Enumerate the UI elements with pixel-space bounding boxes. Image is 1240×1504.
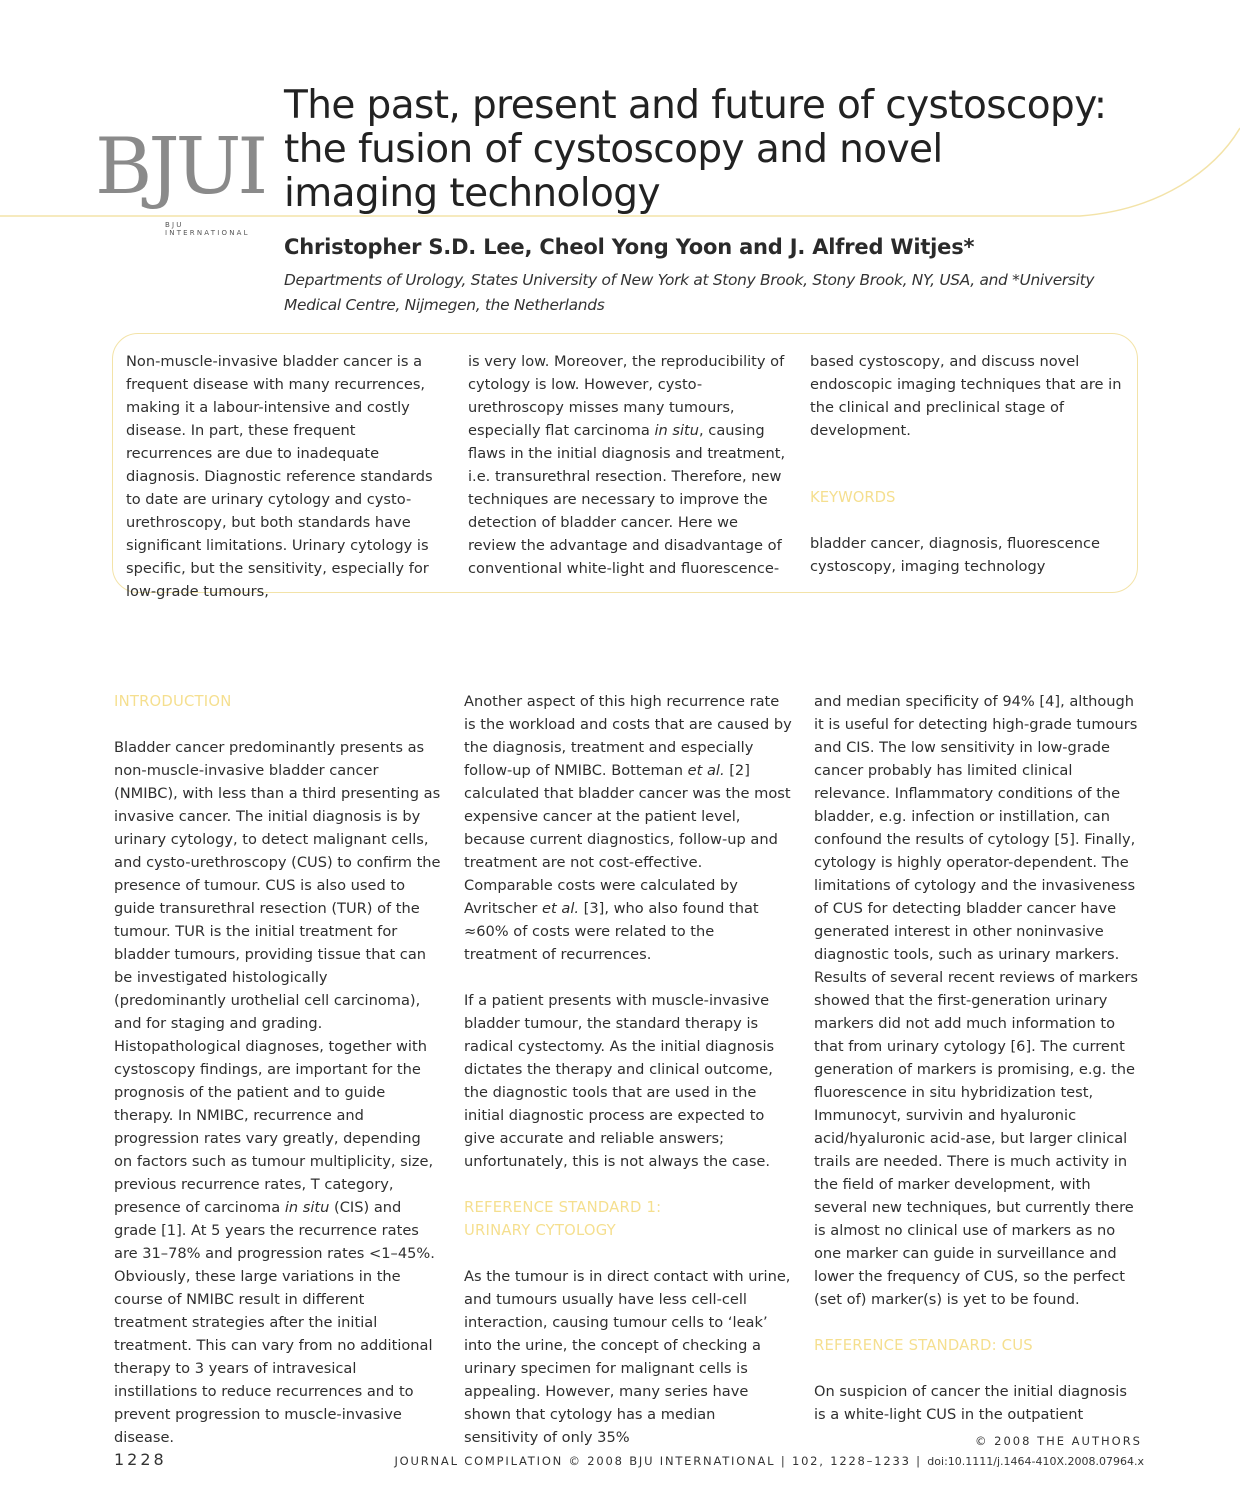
section-heading-urinary-cytology: REFERENCE STANDARD 1: URINARY CYTOLOGY: [464, 1199, 662, 1239]
body-column-1: [114, 690, 442, 1449]
abstract-column-1: [126, 350, 446, 603]
paragraph: Bladder cancer predominantly presents as non-muscle-invasive bladder cancer (NMIBC), with less than a third presenting as invasive cancer. The initial diagnosis is by urinary cytology, to detect malignant cells, and cysto-urethroscopy (CUS) to confirm the presence of tumour. CUS is also used to guide transurethral resection (TUR) of the tumour. TUR is the initial treatment for bladder tumours, providing tissue that can be investigated histologically (predominantly urothelial cell carcinoma), and for staging and grading. Histopathological diagnoses, together with cystoscopy findings, are important for the prognosis of the patient and to guide therapy. In NMIBC, recurrence and progression rates vary greatly, depending on factors such as tumour multiplicity, size, previous recurrence rates, T category, presence of carcinoma in situ (CIS) and grade [1]. At 5 years the recurrence rates are 31–78% and progression rates <1–45%. Obviously, these large variations in the course of NMIBC result in different treatment strategies after the initial treatment. This can vary from no additional therapy to 3 years of intravesical instillations to reduce recurrences and to prevent progression to muscle-invasive disease.: [114, 739, 441, 1446]
title-line-2: the fusion of cystoscopy and novel: [284, 127, 943, 172]
logo-subtitle: BJU INTERNATIONAL: [165, 221, 250, 237]
journal-logo: [95, 122, 270, 237]
journal-citation: JOURNAL COMPILATION © 2008 BJU INTERNATIONAL | 102, 1228–1233 | doi:10.1111/j.1464-410X.2008.07964.x: [394, 1454, 1144, 1468]
paragraph: If a patient presents with muscle-invasive bladder tumour, the standard therapy is radical cystectomy. As the initial diagnosis dictates the therapy and clinical outcome, the diagnostic tools that are used in the initial diagnostic process are expected to give accurate and reliable answers; unfortunately, this is not always the case.: [464, 992, 775, 1170]
copyright-notice: © 2008 THE AUTHORS: [975, 1434, 1142, 1448]
author-affiliation: Departments of Urology, States University of New York at Stony Brook, Stony Brook, NY, USA, and *University Medical Centre, Nijmegen, the Netherlands: [284, 271, 1095, 314]
section-heading-introduction: INTRODUCTION: [114, 693, 232, 710]
section-heading-cus: REFERENCE STANDARD: CUS: [814, 1337, 1033, 1354]
abstract-column-3: [810, 350, 1130, 578]
abstract-text-2: is very low. Moreover, the reproducibility of cytology is low. However, cysto-urethroscopy misses many tumours, especially flat carcinoma in situ, causing flaws in the initial diagnosis and treatment, i.e. transurethral resection. Therefore, new techniques are necessary to improve the detection of bladder cancer. Here we review the advantage and disadvantage of conventional white-light and fluorescence-: [468, 353, 786, 577]
keywords-heading: KEYWORDS: [810, 489, 896, 506]
article-title: [284, 84, 1164, 216]
logo-wordmark: BJUI: [95, 122, 265, 212]
paragraph: As the tumour is in direct contact with urine, and tumours usually have less cell-cell interaction, causing tumour cells to ‘leak’ into the urine, the concept of checking a urinary specimen for malignant cells is appealing. However, many series have shown that cytology has a median sensitivity of only 35%: [464, 1268, 791, 1446]
title-line-1: The past, present and future of cystoscopy:: [284, 83, 1107, 128]
author-list: Christopher S.D. Lee, Cheol Yong Yoon and J. Alfred Witjes*: [284, 235, 975, 259]
paragraph: On suspicion of cancer the initial diagnosis is a white-light CUS in the outpatient: [814, 1383, 1127, 1423]
doi-link[interactable]: doi:10.1111/j.1464-410X.2008.07964.x: [927, 1455, 1144, 1468]
paragraph: Another aspect of this high recurrence rate is the workload and costs that are caused by the diagnosis, treatment and especially follow-up of NMIBC. Botteman et al. [2] calculated that bladder cancer was the most expensive cancer at the patient level, because current diagnostics, follow-up and treatment are not cost-effective. Comparable costs were calculated by Avritscher et al. [3], who also found that ≈60% of costs were related to the treatment of recurrences.: [464, 693, 792, 963]
paragraph: and median specificity of 94% [4], although it is useful for detecting high-grade tumours and CIS. The low sensitivity in low-grade cancer probably has limited clinical relevance. Inflammatory conditions of the bladder, e.g. infection or instillation, can confound the results of cytology [5]. Finally, cytology is highly operator-dependent. The limitations of cytology and the invasiveness of CUS for detecting bladder cancer have generated interest in other noninvasive diagnostic tools, such as urinary markers. Results of several recent reviews of markers showed that the first-generation urinary markers did not add much information to that from urinary cytology [6]. The current generation of markers is promising, e.g. the fluorescence in situ hybridization test, Immunocyt, survivin and hyaluronic acid/hyaluronic acid-ase, but larger clinical trails are needed. There is much activity in the field of marker development, with several new techniques, but currently there is almost no clinical use of markers as no one marker can guide in surveillance and lower the frequency of CUS, so the perfect (set of) marker(s) is yet to be found.: [814, 693, 1139, 1308]
body-column-3: [814, 690, 1142, 1426]
keywords-text: bladder cancer, diagnosis, fluorescence cystoscopy, imaging technology: [810, 535, 1101, 575]
abstract-text-1: Non-muscle-invasive bladder cancer is a frequent disease with many recurrences, making it a labour-intensive and costly disease. In part, these frequent recurrences are due to inadequate diagnosis. Diagnostic reference standards to date are urinary cytology and cysto-urethroscopy, but both standards have significant limitations. Urinary cytology is specific, but the sensitivity, especially for low-grade tumours,: [126, 353, 433, 600]
page-number: 1228: [114, 1450, 167, 1469]
abstract-column-2: [468, 350, 788, 580]
abstract-text-3: based cystoscopy, and discuss novel endoscopic imaging techniques that are in the clinical and preclinical stage of development.: [810, 353, 1122, 439]
body-column-2: [464, 690, 792, 1449]
title-line-3: imaging technology: [284, 171, 660, 216]
